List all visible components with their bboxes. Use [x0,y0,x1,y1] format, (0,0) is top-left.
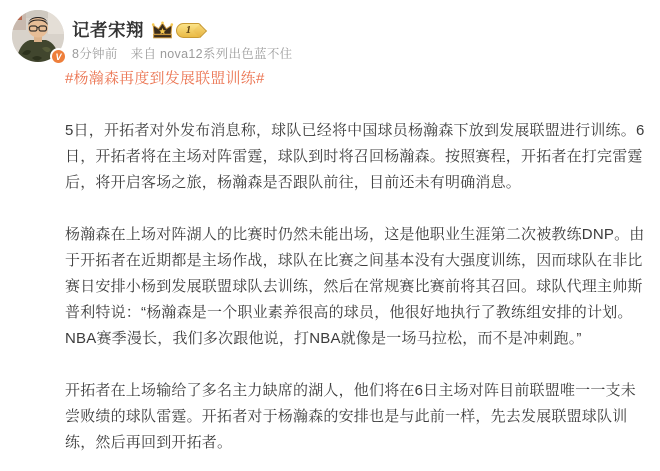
post-text-line: 赛日安排小杨到发展联盟球队去训练，然后在常规赛比赛前将其召回。球队代理主帅斯 [65,278,643,295]
post-text-line: 练，然后再回到开拓者。 [65,434,233,451]
post-header [72,18,201,42]
post-text-line: 普利特说：“杨瀚森是一个职业素养很高的球员，他很好地执行了教练组安排的计划。 [65,304,633,321]
post-text-line: 杨瀚森在上场对阵湖人的比赛时仍然未能出场，这是他职业生涯第二次被教练DNP。由 [65,226,645,243]
post-text-line: 日，开拓者将在主场对阵雷霆，球队到时将召回杨瀚森。按照赛程，开拓者在打完雷霆 [65,148,643,165]
vip-level-number: 1 [185,24,192,36]
post-text-line: NBA赛季漫长，我们多次跟他说，打NBA就像是一场马拉松，而不是冲刺跑。” [65,330,582,347]
avatar[interactable] [12,10,64,62]
post-content [65,66,650,456]
username[interactable]: 记者宋翔 [72,20,144,40]
post-text-line: 开拓者在上场输给了多名主力缺席的湖人，他们将在6日主场对阵目前联盟唯一一支未 [65,382,636,399]
post-text-line: 尝败绩的球队雷霆。开拓者对于杨瀚森的安排也是与此前一样，先去发展联盟球队训 [65,408,628,425]
vip-badge[interactable] [151,21,201,40]
timestamp: 8分钟前 [72,47,118,61]
vip-crown-icon [151,21,174,40]
post-meta [72,45,292,61]
post-paragraph [65,222,650,352]
vip-level-badge [176,23,201,38]
post-text-line: 后，将开启客场之旅，杨瀚森是否跟队前往，目前还未有明确消息。 [65,174,522,191]
post-text-line: 5日，开拓者对外发布消息称，球队已经将中国球员杨瀚森下放到发展联盟进行训练。6 [65,122,645,139]
hashtag-link[interactable]: #杨瀚森再度到发展联盟训练# [65,70,265,87]
post-text-line: 于开拓者在近期都是主场作战，球队在比赛之间基本没有大强度训练，因而球队在非比 [65,252,643,269]
post-paragraph [65,118,650,196]
post-paragraph [65,378,650,456]
verified-badge-icon: V [50,48,67,65]
post-source: 来自 nova12系列出色蓝不住 [130,47,293,61]
